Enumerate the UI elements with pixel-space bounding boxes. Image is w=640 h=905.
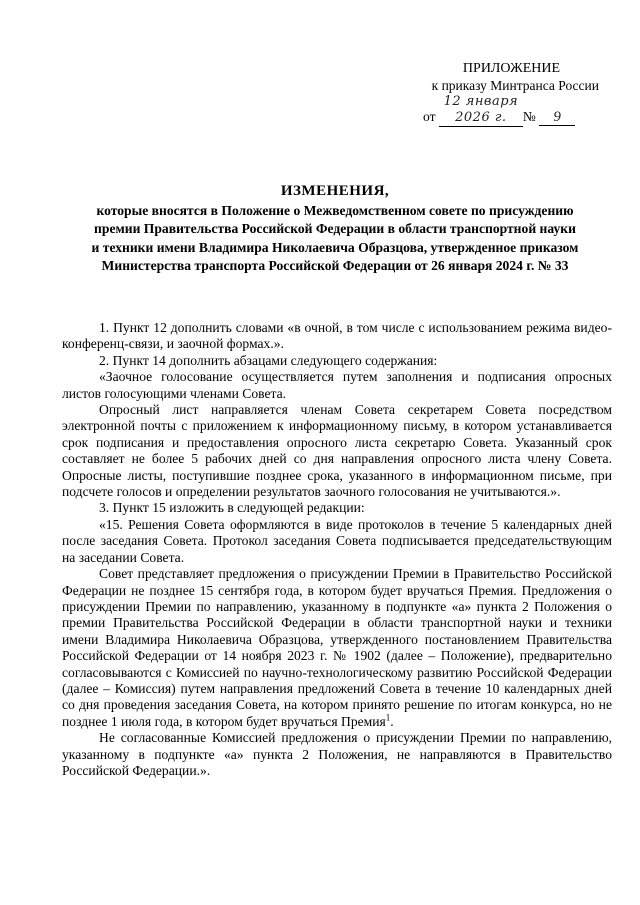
paragraph-quote-4 <box>62 566 612 730</box>
subtitle-line: и техники имени Владимира Николаевича Образцова, утвержденное приказом <box>91 239 579 255</box>
paragraph-text: Совет представляет предложения о присуждении Премии в Правительство Российской Федерации не позднее 15 сентября года, в котором будет вручаться Премия. Предложения о присуждении Премии по направлению, указанному в подпункте «а» пункта 2 Положения о премии Правительства Российской Федерации в области транспортной науки и техники имени Владимира Николаевича Образцова, утвержденного постановлением Правительства Российской Федерации от 14 ноября 2023 г. № 1902 (далее – Положение), предварительно согласовываются с Комиссией по научно-технологическому развитию Российской Федерации (далее – Комиссия) путем направления предложений Совета в течение 10 календарных дней со дня проведения заседания Совета, на котором принято решение по итогам конкурса, но не позднее 1 июля года, в котором будет вручаться Премия <box>62 566 612 729</box>
paragraph-quote-3: «15. Решения Совета оформляются в виде протоколов в течение 5 календарных дней после заседания Совета. Протокол заседания Совета подписывается председательствующим на заседании Совета. <box>62 516 612 565</box>
subtitle-line: Министерства транспорта Российской Федерации от 26 января 2024 г. № 33 <box>101 258 569 274</box>
footnote-marker: 1 <box>385 712 391 723</box>
paragraph-quote-1: «Заочное голосование осуществляется путем заполнения и подписания опросных листов голосующими членами Совета. <box>62 369 612 401</box>
paragraph-quote-2: Опросный лист направляется членам Совета секретарем Совета посредством электронной почты с приложением к информационному письму, в котором устанавливается срок подписания и предоставления опросного листа секретарю Совета. Указанный срок составляет не более 5 рабочих дней со дня направления опросного листа члену Совета. Опросные листы, поступившие позднее срока, указанного в информационном письме, при подсчете голосов и определении результатов заочного голосования не учитываются.». <box>62 402 612 500</box>
subtitle-line: которые вносятся в Положение о Межведомственном совете по присуждению <box>96 203 574 218</box>
appendix-title: ПРИЛОЖЕНИЕ <box>462 61 561 76</box>
handwritten-date: 12 января 2026 г. <box>439 94 523 127</box>
paragraph-quote-5: Не согласованные Комиссией предложения о присуждении Премии по направлению, указанному в подпункте «а» пункта 2 Положения, не направляются в Правительство Российской Федерации.». <box>62 730 612 778</box>
paragraph-item-1: 1. Пункт 12 дополнить словами «в очной, в том числе с использованием режима видео-конференц-связи, и заочной формах.». <box>62 320 612 352</box>
from-label: от <box>423 109 436 124</box>
number-label: № <box>522 109 536 124</box>
appendix-order-line: к приказу Минтранса России <box>431 78 599 93</box>
paragraph-item-2: 2. Пункт 14 дополнить абзацами следующего содержания: <box>99 352 438 368</box>
paragraph-item-3: 3. Пункт 15 изложить в следующей редакции: <box>99 500 365 516</box>
document-body <box>62 320 612 779</box>
appendix-block <box>400 60 605 125</box>
paragraph-end: . <box>390 713 394 729</box>
document-title: ИЗМЕНЕНИЯ, <box>280 183 390 199</box>
appendix-date-line <box>400 94 605 125</box>
subtitle-line: премии Правительства Российской Федерации в области транспортной науки <box>94 221 576 237</box>
document-header <box>55 183 615 276</box>
handwritten-number: 9 <box>539 109 575 126</box>
